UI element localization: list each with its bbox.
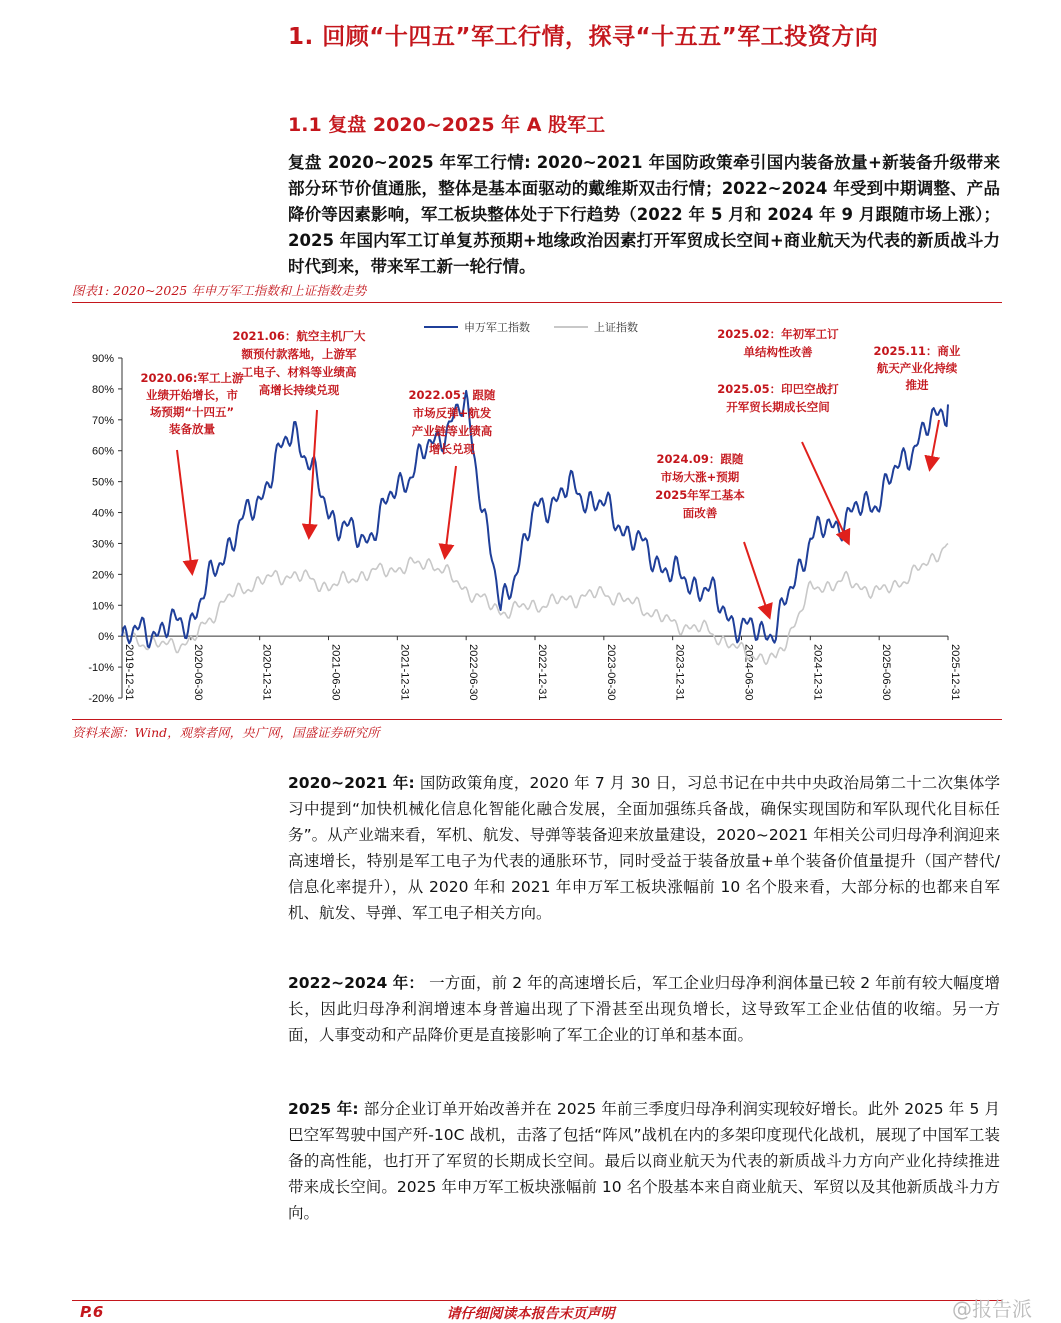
annotation-text: 开军贸长期成长空间 bbox=[726, 400, 830, 414]
y-tick-label: 40% bbox=[91, 507, 114, 520]
annotation-arrow bbox=[930, 420, 939, 468]
paragraph-2020-2021 bbox=[288, 770, 1000, 926]
y-tick-label: 60% bbox=[91, 445, 114, 458]
y-tick-label: 50% bbox=[91, 476, 114, 489]
paragraph-label: 2020~2021 年 bbox=[288, 774, 409, 792]
annotation-text: 2025.05：印巴空战打 bbox=[717, 382, 839, 396]
x-tick-label: 2021-06-30 bbox=[329, 644, 342, 701]
annotation-text: 单结构性改善 bbox=[743, 345, 813, 359]
x-tick-label: 2024-06-30 bbox=[742, 644, 755, 701]
x-tick-label: 2023-12-31 bbox=[673, 644, 686, 701]
paragraph-label: 2022~2024 年 bbox=[288, 974, 409, 992]
legend-label: 上证指数 bbox=[594, 321, 638, 334]
annotation-text: 高增长持续兑现 bbox=[258, 383, 340, 397]
annotation-text: 2025.02：年初军工订 bbox=[717, 327, 839, 341]
annotation-text: 装备放量 bbox=[169, 422, 215, 436]
paragraph-label-sep: ： bbox=[408, 974, 425, 992]
y-tick-label: 30% bbox=[91, 538, 114, 551]
annotation-text: 市场反弹+航发 bbox=[412, 406, 492, 420]
y-tick-label: 70% bbox=[91, 414, 114, 427]
figure-source: 资料来源：Wind，观察者网，央广网，国盛证券研究所 bbox=[72, 719, 1002, 741]
x-tick-label: 2021-12-31 bbox=[398, 644, 411, 701]
x-tick-label: 2019-12-31 bbox=[123, 644, 135, 701]
section-heading: 1. 回顾“十四五”军工行情，探寻“十五五”军工投资方向 bbox=[288, 24, 879, 50]
paragraph-text: 国防政策角度，2020 年 7 月 30 日，习总书记在中共中央政治局第二十二次集体学习中提到“加快机械化信息化智能化融合发展，全面加强练兵备战，确保实现国防和军队现代化目标任务”。从产业端来看，军机、航发、导弹等装备迎来放量建设，2020~2021 年相关公司归母净利润迎来高速增长，特别是军工电子为代表的通胀环节，同时受益于装备放量+单个装备价值量提升（国产替代/信息化率提升），从 2020 年和 2021 年申万军工板块涨幅前 10 名个股来看，大部分标的也都来自军机、航发、导弹、军工电子相关方向。 bbox=[288, 774, 1000, 922]
watermark: @报告派 bbox=[952, 1297, 1032, 1321]
y-tick-label: 80% bbox=[91, 383, 114, 396]
y-tick-label: -10% bbox=[88, 662, 114, 675]
annotation-text: 航天产业化持续 bbox=[876, 361, 958, 375]
paragraph-label: 2025 年 bbox=[288, 1100, 353, 1118]
annotation-text: 2021.06：航空主机厂大 bbox=[232, 329, 366, 343]
subsection-heading: 1.1 复盘 2020~2025 年 A 股军工 bbox=[288, 114, 606, 136]
annotation-arrow bbox=[445, 466, 456, 556]
annotation-text: 业绩开始增长，市 bbox=[146, 388, 238, 402]
x-tick-label: 2022-06-30 bbox=[467, 644, 480, 701]
annotation-text: 场预期“十四五” bbox=[149, 405, 235, 419]
annotation-arrow bbox=[177, 450, 192, 572]
x-tick-label: 2020-12-31 bbox=[260, 644, 273, 701]
y-tick-label: -20% bbox=[88, 693, 114, 705]
annotation-text: 增长兑现 bbox=[429, 442, 475, 456]
y-tick-label: 90% bbox=[91, 353, 114, 365]
annotation-text: 2025年军工基本 bbox=[655, 488, 745, 502]
line-chart bbox=[72, 300, 1002, 718]
x-tick-label: 2020-06-30 bbox=[191, 644, 204, 701]
y-tick-label: 10% bbox=[91, 600, 114, 613]
annotation-text: 推进 bbox=[905, 378, 929, 392]
x-tick-label: 2023-06-30 bbox=[604, 644, 617, 701]
annotation-text: 面改善 bbox=[682, 506, 718, 520]
y-tick-label: 20% bbox=[91, 569, 114, 582]
y-tick-label: 0% bbox=[98, 631, 114, 644]
annotation-text: 市场大涨+预期 bbox=[660, 470, 740, 484]
paragraph-2022-2024 bbox=[288, 970, 1000, 1048]
paragraph-label-sep: : bbox=[352, 1100, 359, 1118]
figure-caption: 图表1: 2020~2025 年申万军工指数和上证指数走势 bbox=[72, 281, 1002, 303]
summary-paragraph: 复盘 2020~2025 年军工行情: 2020~2021 年国防政策牵引国内装备放量+新装备升级带来部分环节价值通胀，整体是基本面驱动的戴维斯双击行情；2022~2024 年受到中期调整、产品降价等因素影响，军工板块整体处于下行趋势（2022 年 5 月和 2024 年 9 月跟随市场上涨）；2025 年国内军工订单复苏预期+地缘政治因素打开军贸成长空间+商业航天为代表的新质战斗力时代到来，带来军工新一轮行情。 bbox=[288, 153, 1000, 276]
annotation-text: 产业链等业绩高 bbox=[411, 424, 493, 438]
legend-label: 申万军工指数 bbox=[464, 321, 530, 334]
annotation-text: 2022.05：跟随 bbox=[408, 388, 496, 402]
page-number: P.6 bbox=[80, 1303, 104, 1321]
annotation-text: 2025.11：商业 bbox=[873, 344, 961, 358]
annotation-text: 工电子、材料等业绩高 bbox=[241, 365, 357, 379]
annotation-text: 2024.09：跟随 bbox=[656, 452, 744, 466]
annotation-arrow bbox=[744, 542, 769, 616]
annotation-text: 2020.06:军工上游 bbox=[140, 371, 244, 385]
paragraph-2025 bbox=[288, 1096, 1000, 1226]
paragraph-label-sep: : bbox=[408, 774, 415, 792]
x-tick-label: 2022-12-31 bbox=[536, 644, 548, 701]
paragraph-text: 一方面，前 2 年的高速增长后，军工企业归母净利润体量已较 2 年前有较大幅度增长，因此归母净利润增速本身普遍出现了下滑甚至出现负增长，这导致军工企业估值的收缩。另一方面，人事变动和产品降价更是直接影响了军工企业的订单和基本面。 bbox=[288, 974, 1000, 1044]
x-tick-label: 2024-12-31 bbox=[811, 644, 824, 701]
x-tick-label: 2025-12-31 bbox=[949, 644, 961, 701]
annotation-text: 额预付款落地，上游军 bbox=[241, 347, 357, 361]
x-tick-label: 2025-06-30 bbox=[880, 644, 893, 701]
footer-disclaimer: 请仔细阅读本报告末页声明 bbox=[446, 1306, 615, 1322]
series-line-shenwan-military bbox=[122, 391, 948, 648]
footer-divider bbox=[72, 1300, 1002, 1301]
paragraph-text: 部分企业订单开始改善并在 2025 年前三季度归母净利润实现较好增长。此外 2025 年 5 月巴空军驾驶中国产歼-10C 战机，击落了包括“阵风”战机在内的多架印度现代化战机，展现了中国军工装备的高性能，也打开了军贸的长期成长空间。最后以商业航天为代表的新质战斗力方向产业化持续推进带来成长空间。2025 年申万军工板块涨幅前 10 名个股基本来自商业航天、军贸以及其他新质战斗力方向。 bbox=[288, 1100, 1000, 1222]
